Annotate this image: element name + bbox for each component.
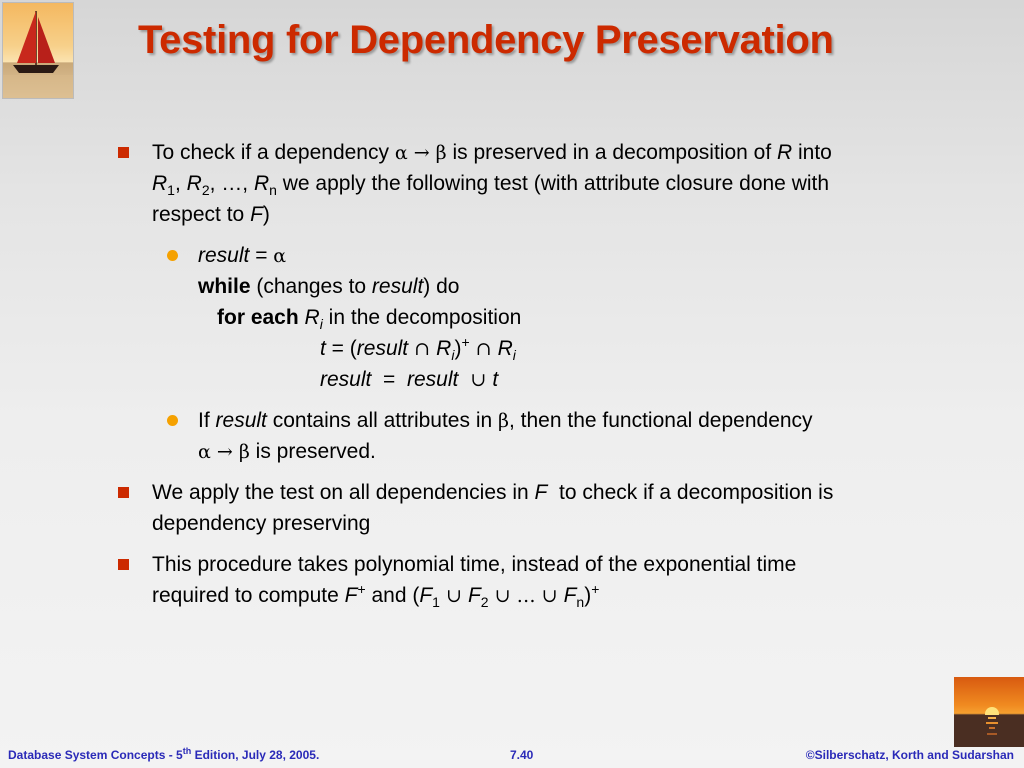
circle-bullet-icon <box>167 250 178 261</box>
relation-R1: R <box>152 172 168 195</box>
text: , then the functional dependency <box>508 409 813 432</box>
intersection-symbol: ∩ <box>469 338 498 360</box>
relation-Ri: R <box>304 306 320 329</box>
circle-bullet-icon <box>167 415 178 426</box>
union-symbol: ∪ <box>439 585 468 607</box>
text: , <box>174 172 187 195</box>
bullet1-line1 <box>152 141 832 165</box>
footer-left <box>8 748 319 762</box>
text: to check if a decomposition is <box>547 481 834 504</box>
fd-set-F2: F <box>467 584 481 607</box>
text: is preserved. <box>249 440 376 463</box>
subscript: 2 <box>480 594 489 610</box>
algo-line5 <box>320 368 498 392</box>
bullet2-line2 <box>152 512 370 536</box>
slide-title: Testing for Dependency Preservation <box>138 18 834 62</box>
text: We apply the test on all dependencies in <box>152 481 535 504</box>
text: Edition, July 28, 2005. <box>191 748 320 762</box>
text: This procedure takes polynomial time, instead of the exponential time <box>152 553 797 576</box>
keyword-while: while <box>198 275 251 298</box>
alpha-symbol: α <box>394 142 408 164</box>
footer-copyright: ©Silberschatz, Korth and Sudarshan <box>805 748 1014 762</box>
subscript: 1 <box>432 594 440 610</box>
intersection-symbol: ∩ <box>408 338 437 360</box>
var-t: t <box>320 337 326 360</box>
text: we apply the following test (with attribute closure done with <box>276 172 830 195</box>
text: is preserved in a decomposition of <box>446 141 777 164</box>
subscript: i <box>451 347 455 363</box>
text: To check if a dependency <box>152 141 395 164</box>
var-result: result <box>198 244 250 267</box>
square-bullet-icon <box>118 147 129 158</box>
text: Database System Concepts - 5 <box>8 748 183 762</box>
arrow-symbol: → <box>407 142 436 164</box>
bullet3-line1 <box>152 553 796 577</box>
text: ) <box>262 203 270 226</box>
beta-symbol: β <box>238 441 250 463</box>
algo-line3 <box>217 306 521 330</box>
subscript: 1 <box>167 182 175 198</box>
var-result: result <box>371 275 424 298</box>
relation-Rn: R <box>253 172 270 195</box>
union-symbol: ∪ <box>458 369 493 391</box>
text: = ( <box>325 337 357 360</box>
alpha-symbol: α <box>273 245 287 267</box>
text: ) do <box>423 275 460 298</box>
text: required to compute <box>152 584 345 607</box>
algo-line1 <box>198 244 286 268</box>
text: respect to <box>152 203 251 226</box>
superscript: th <box>182 746 192 756</box>
superscript: + <box>357 581 366 597</box>
var-result: result <box>215 409 267 432</box>
arrow-symbol: → <box>210 441 239 463</box>
var-result: result <box>320 368 372 391</box>
subscript: 2 <box>201 182 210 198</box>
fd-set-F1: F <box>419 584 433 607</box>
bullet2-line1 <box>152 481 833 505</box>
algo-line2 <box>198 275 459 299</box>
relation-Ri: R <box>497 337 513 360</box>
superscript: + <box>591 581 600 597</box>
page-number: 7.40 <box>510 748 534 762</box>
algo-line4 <box>320 334 516 363</box>
var-result: result <box>406 368 459 391</box>
bullet3-line2 <box>152 581 600 610</box>
bullet1-line3 <box>152 203 270 227</box>
text: into <box>792 141 832 164</box>
square-bullet-icon <box>118 559 129 570</box>
subscript: i <box>319 316 323 332</box>
text: , …, <box>209 172 254 195</box>
alpha-symbol: α <box>198 441 211 463</box>
fd-set-F: F <box>534 481 548 504</box>
text: ) <box>454 337 462 360</box>
relation-Ri: R <box>436 337 452 360</box>
text: and ( <box>365 584 420 607</box>
bullet1-line2 <box>152 172 829 196</box>
text: contains all attributes in <box>266 409 498 432</box>
beta-symbol: β <box>498 410 509 432</box>
if-line1 <box>198 409 813 433</box>
text: = <box>249 244 274 267</box>
relation-R: R <box>777 141 793 164</box>
text: ) <box>584 584 592 607</box>
text: in the decomposition <box>322 306 522 329</box>
beta-symbol: β <box>435 142 447 164</box>
keyword-for-each: for each <box>217 306 299 329</box>
fd-set-F: F <box>250 203 263 226</box>
fd-set-Fn: F <box>563 584 577 607</box>
sunset-image <box>954 677 1024 747</box>
relation-R2: R <box>186 172 202 195</box>
fd-set-F: F <box>344 584 358 607</box>
subscript: n <box>269 182 277 198</box>
text: dependency preserving <box>152 512 371 535</box>
superscript: + <box>461 334 470 350</box>
union-symbol: ∪ … ∪ <box>488 585 564 607</box>
text: = <box>371 368 407 391</box>
text: If <box>198 409 216 432</box>
subscript: i <box>512 347 516 363</box>
subscript: n <box>576 594 585 610</box>
var-t: t <box>492 368 499 391</box>
text: (changes to <box>250 275 372 298</box>
var-result: result <box>356 337 409 360</box>
square-bullet-icon <box>118 487 129 498</box>
if-line2 <box>198 440 376 464</box>
